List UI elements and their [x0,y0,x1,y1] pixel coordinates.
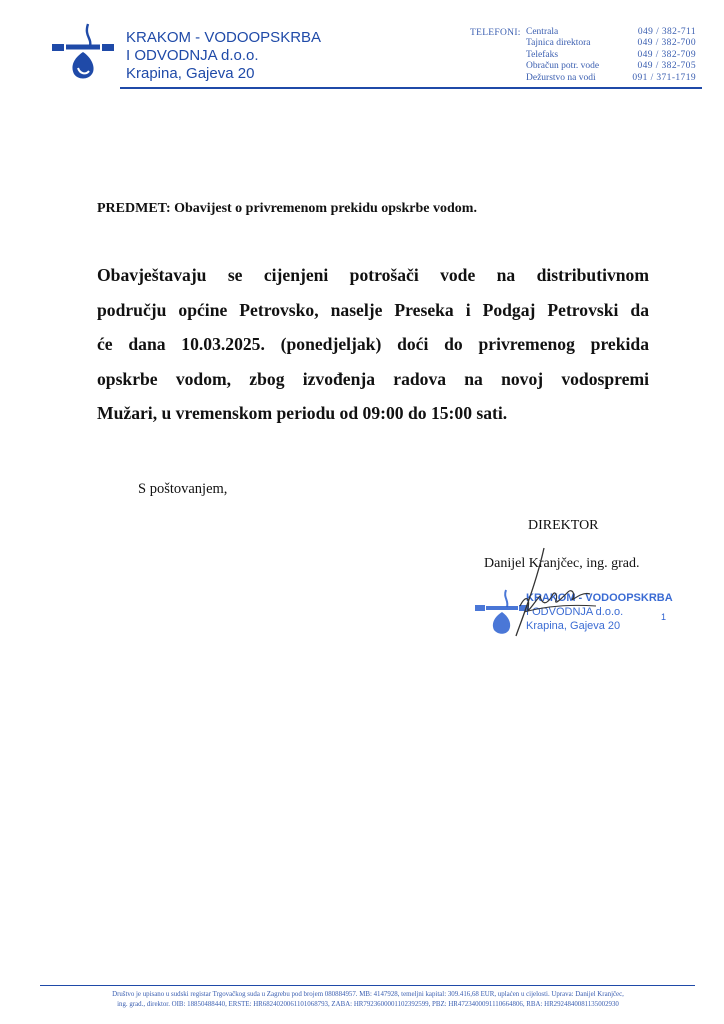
footer-divider [40,985,695,986]
signatory-name: Danijel Kranjčec, ing. grad. [484,556,640,571]
company-name-line1: KRAKOM - VODOOPSKRBA [126,29,322,46]
stamp-line1: KRAKOM - VODOOPSKRBA [526,592,673,604]
contact-row [526,38,696,49]
contact-number: 049 / 382-711 [637,27,696,37]
contact-label: Centrala [526,27,559,37]
footer-registry-text: Društvo je upisano u sudski registar Trgovačkog suda u Zagrebu pod brojem 080884957. MB: 4147928, temeljni kapital: 309.416,68 EUR, uplaćen u cijelosti. Uprava: Danijel Kranjčec, [112,991,624,998]
contact-label: Telefaks [526,49,559,60]
company-address: Krapina, Gajeva 20 [126,65,255,82]
stamp-number: 1 [661,612,667,622]
closing-greeting: S poštovanjem, [138,481,228,497]
contact-number: 091 / 371-1719 [632,72,696,83]
header-divider [120,87,702,89]
footer-bank-text: ing. grad., direktor. OIB: 18850488440, ERSTE: HR6824020061101068793, ZABA: HR7923600001102392599, PBZ: HR4723400091110664806, RBA: HR2924840081135002930 [117,1001,619,1008]
telefoni-label: TELEFONI: [470,28,521,38]
paragraph-line: opskrbe vodom, zbog izvođenja radova na novoj vodospremi [97,368,649,389]
contact-row [526,50,696,61]
contact-number: 049 / 382-700 [637,38,696,49]
paragraph-line: području općine Petrovsko, naselje Preseka i Podgaj Petrovski da [97,299,649,320]
paragraph-line: Obavještavaju se cijenjeni potrošači vode na distributivnom [97,265,649,285]
company-logo-icon [50,22,116,82]
contact-row [526,27,696,38]
contact-row [526,73,696,84]
contact-number: 049 / 382-709 [637,49,696,60]
notice-paragraph [97,258,649,431]
stamp-line3: Krapina, Gajeva 20 [526,620,621,632]
contact-label: Obračun potr. vode [526,61,600,72]
paragraph-line: Mužari, u vremenskom periodu od 09:00 do 15:00 sati. [97,403,508,423]
paragraph-line: će dana 10.03.2025. (ponedjeljak) doći do privremenog prekida [97,334,649,354]
contact-label: Dežurstvo na vodi [526,72,596,83]
signatory-role: DIREKTOR [528,518,599,533]
contact-label: Tajnica direktora [526,38,591,49]
company-name-line2: I ODVODNJA d.o.o. [126,47,259,64]
contact-list [526,27,696,84]
stamp-line2: I ODVODNJA d.o.o. [526,606,624,618]
subject-line: PREDMET: Obavijest o privremenom prekidu opskrbe vodom. [97,201,477,216]
signature-icon [496,546,606,638]
contact-number: 049 / 382-705 [637,61,696,72]
contact-row [526,61,696,72]
